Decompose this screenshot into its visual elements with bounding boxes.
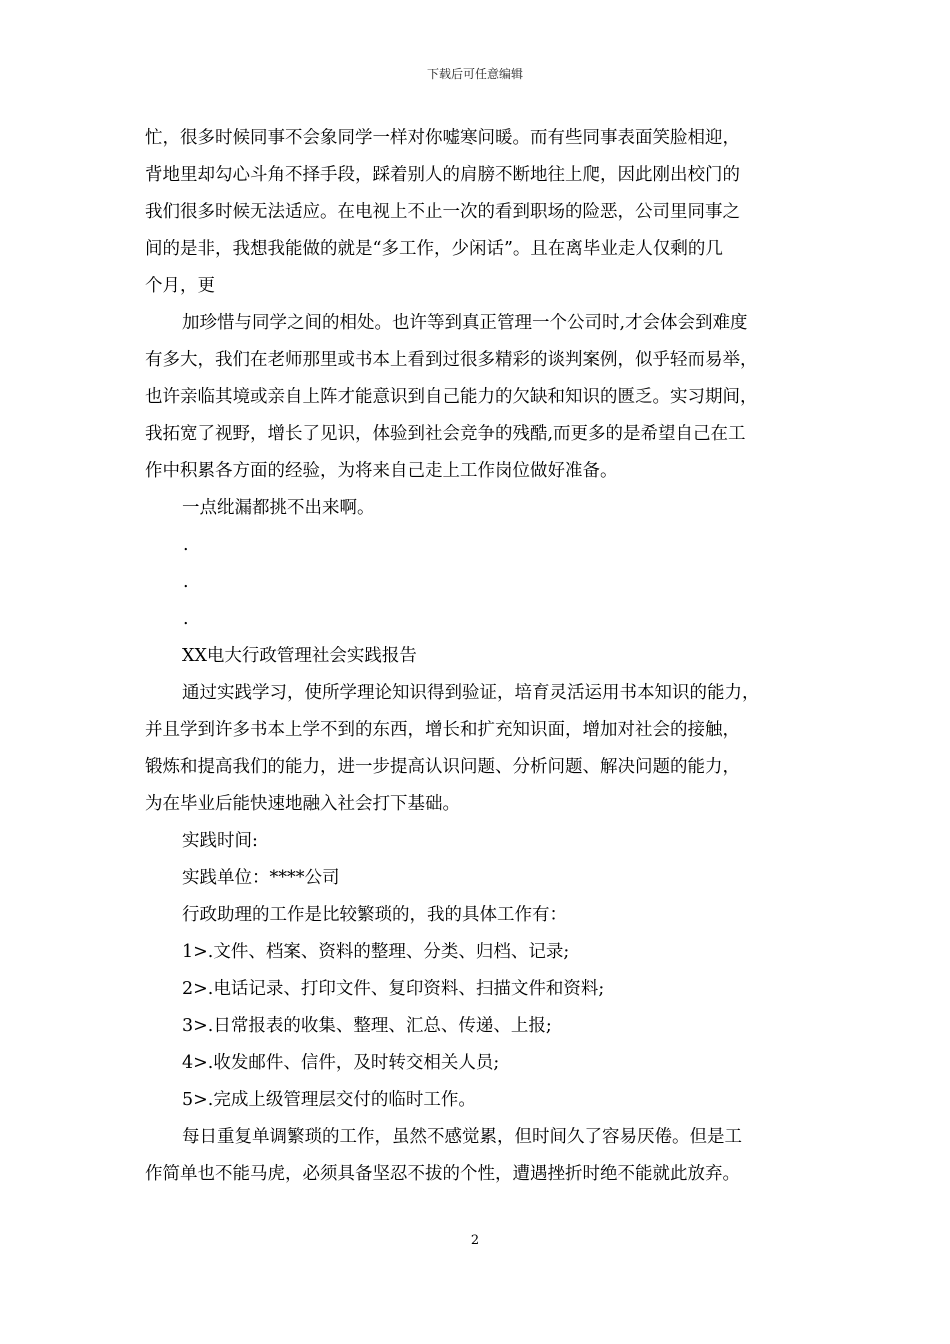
text-line: 加珍惜与同学之间的相处。也许等到真正管理一个公司时,才会体会到难度 <box>182 313 748 333</box>
text-line: 作中积累各方面的经验，为将来自己走上工作岗位做好准备。 <box>145 461 618 481</box>
text-line: 有多大，我们在老师那里或书本上看到过很多精彩的谈判案例，似乎轻而易举， <box>145 350 758 370</box>
text-line: 通过实践学习，使所学理论知识得到验证，培育灵活运用书本知识的能力， <box>182 683 760 703</box>
text-line: 实践时间: <box>182 831 258 851</box>
list-item: 5>.完成上级管理层交付的临时工作。 <box>182 1090 476 1110</box>
text-line: 个月，更 <box>145 276 215 296</box>
text-line: 忙，很多时候同事不会象同学一样对你嘘寒问暖。而有些同事表面笑脸相迎， <box>145 128 740 148</box>
page-number: 2 <box>470 1233 480 1248</box>
text-line: 背地里却勾心斗角不择手段，踩着别人的肩膀不断地往上爬，因此刚出校门的 <box>145 165 740 185</box>
text-line: 实践单位：****公司 <box>182 868 340 888</box>
text-line: 锻炼和提高我们的能力，进一步提高认识问题、分析问题、解决问题的能力， <box>145 757 740 777</box>
page-header: 下载后可任意编辑 <box>426 67 523 81</box>
text-line: 我拓宽了视野，增长了见识，体验到社会竞争的残酷,而更多的是希望自己在工 <box>145 424 746 444</box>
section-title: XX电大行政管理社会实践报告 <box>182 646 417 666</box>
text-line: 作简单也不能马虎，必须具备坚忍不拔的个性，遭遇挫折时绝不能就此放弃。 <box>145 1164 740 1184</box>
document-body <box>145 120 810 1193</box>
dot-line: . <box>183 535 189 555</box>
list-item: 4>.收发邮件、信件，及时转交相关人员; <box>182 1053 500 1073</box>
text-line: 一点纰漏都挑不出来啊。 <box>182 498 375 518</box>
text-line: 间的是非，我想我能做的就是“多工作，少闲话”。且在离毕业走人仅剩的几 <box>145 239 723 259</box>
text-line: 为在毕业后能快速地融入社会打下基础。 <box>145 794 460 814</box>
list-item: 3>.日常报表的收集、整理、汇总、传递、上报; <box>182 1016 552 1036</box>
text-line: 并且学到许多书本上学不到的东西，增长和扩充知识面，增加对社会的接触， <box>145 720 740 740</box>
list-item: 1>.文件、档案、资料的整理、分类、归档、记录; <box>182 942 570 962</box>
list-item: 2>.电话记录、打印文件、复印资料、扫描文件和资料; <box>182 979 605 999</box>
text-line: 行政助理的工作是比较繁琐的，我的具体工作有： <box>182 905 567 925</box>
dot-line: . <box>183 609 189 629</box>
dot-line: . <box>183 572 189 592</box>
text-line: 我们很多时候无法适应。在电视上不止一次的看到职场的险恶，公司里同事之 <box>145 202 740 222</box>
text-line: 也许亲临其境或亲自上阵才能意识到自己能力的欠缺和知识的匮乏。实习期间， <box>145 387 758 407</box>
text-line: 每日重复单调繁琐的工作，虽然不感觉累，但时间久了容易厌倦。但是工 <box>182 1127 742 1147</box>
